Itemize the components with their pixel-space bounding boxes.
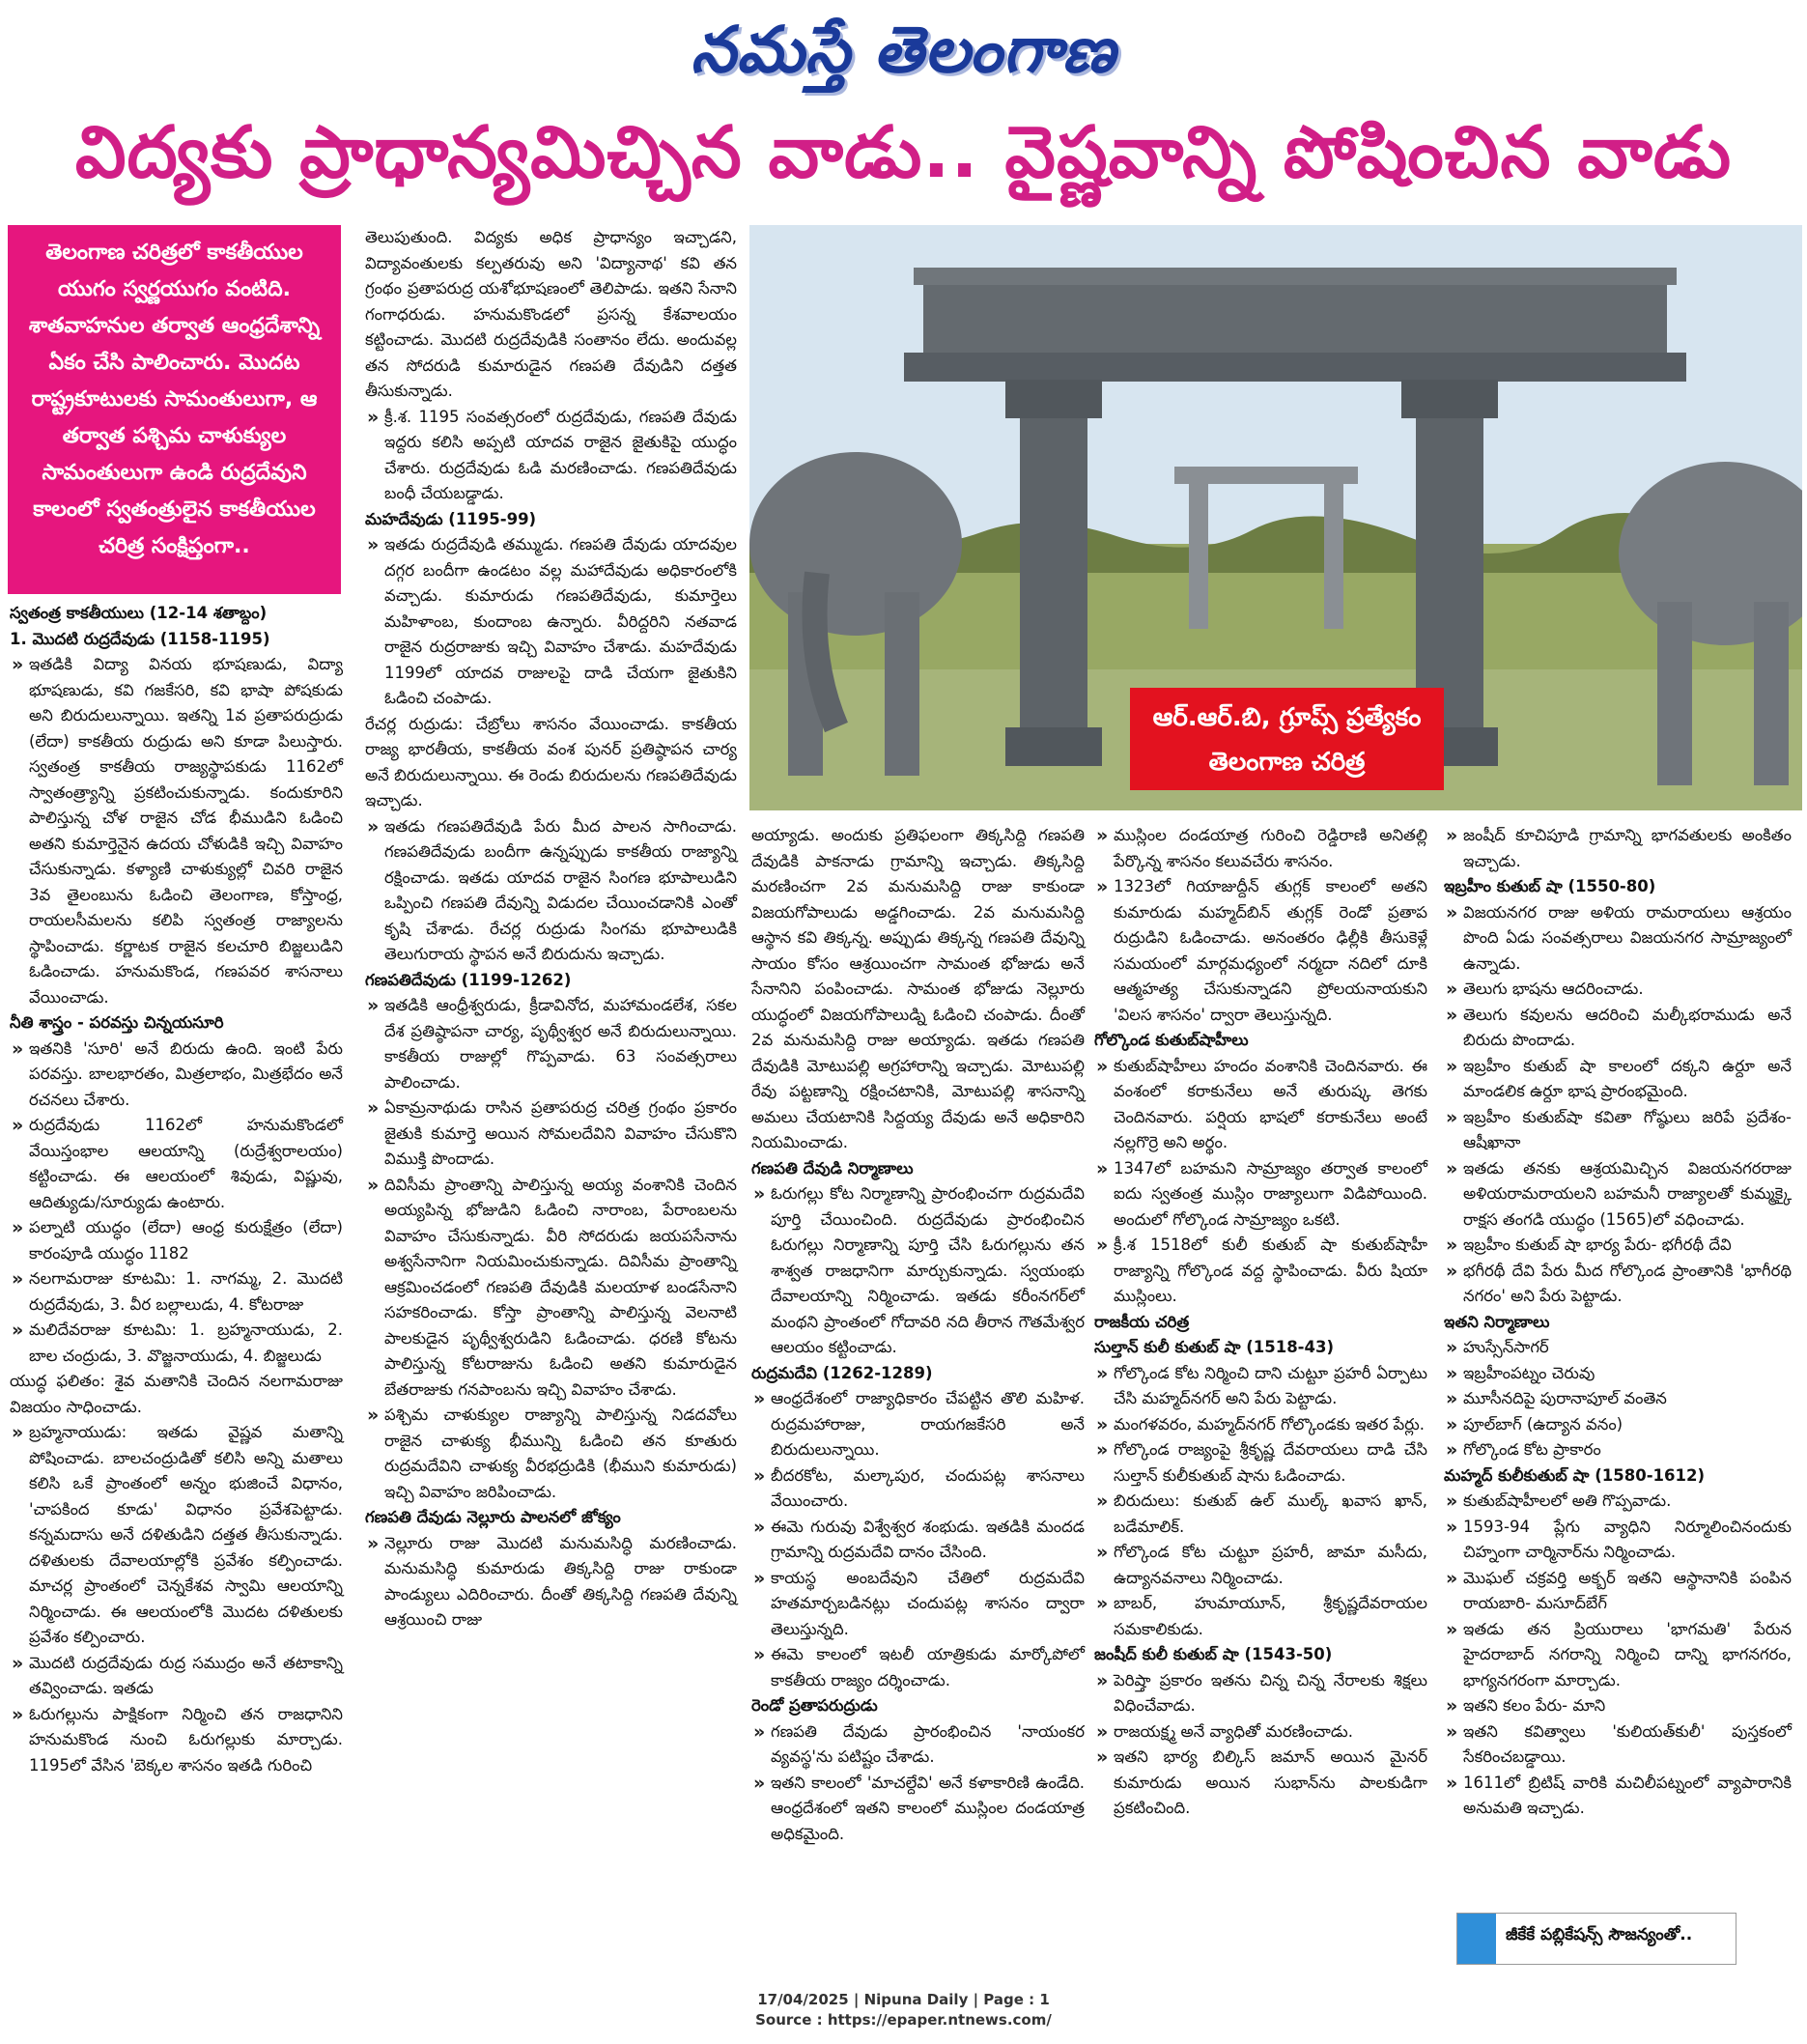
bullet-paragraph: » క్రీ.శ. 1195 సంవత్సరంలో రుద్రదేవుడు, గణపతి దేవుడు ఇద్దరు కలిసి అప్పటి యాదవ రాజైన జైతుకిపై యుద్ధం చేశారు. రుద్రదేవుడు ఓడి మరణించాడు. గణపతిదేవుడు బంధీ చేయబడ్డాడు. xyxy=(365,405,737,507)
bullet-paragraph: » ఇతనికి 'సూరి' అనే బిరుదు ఉంది. ఇంటి పేరు పరవస్తు. బాలభారతం, మిత్రలాభం, మిత్రభేదం అనే రచనలు చేశారు. xyxy=(10,1036,343,1114)
bullet-paragraph: » ఇతని కవిత్వాలు 'కులియత్‌కులీ' పుస్తకంలో సేకరించబడ్డాయి. xyxy=(1444,1719,1792,1771)
masthead-logo: నమస్తే తెలంగాణ xyxy=(691,12,1116,87)
bullet-paragraph: » మొఘల్ చక్రవర్తి అక్బర్ ఇతని ఆస్థానానికి పంపిన రాయబారి- మసూద్‌బేగ్ xyxy=(1444,1566,1792,1617)
bullet-paragraph: » భగీరథీ దేవి పేరు మీద గోల్కొండ ప్రాంతానికి 'భాగీరథి నగరం' అని పేరు పెట్టాడు. xyxy=(1444,1259,1792,1310)
section-heading: మహ్మద్ కులీకుతుబ్ షా (1580-1612) xyxy=(1444,1465,1706,1485)
footer-date-line: 17/04/2025 | Nipuna Daily | Page : 1 xyxy=(757,1991,1050,2008)
bullet-paragraph: » ఏకామ్రనాథుడు రాసిన ప్రతాపరుద్ర చరిత్ర గ్రంథం ప్రకారం జైతుకి కుమార్తె అయిన సోమలదేవిని వివాహం చేసుకొని విముక్తి పొందాడు. xyxy=(365,1095,737,1173)
bullet-paragraph: » 1347లో బహమని సామ్రాజ్యం తర్వాత కాలంలో ఐదు స్వతంత్ర ముస్లిం రాజ్యాలుగా విడిపోయింది. అందులో గోల్కొండ సామ్రాజ్యం ఒకటి. xyxy=(1094,1156,1427,1234)
bullet-paragraph: » ఇబ్రహీంపట్నం చెరువు xyxy=(1444,1361,1792,1387)
section-heading: నీతి శాస్త్రం - పరవస్తు చిన్నయసూరి xyxy=(10,1013,224,1032)
bullet-paragraph: » మంగళవరం, మహ్మద్‌నగర్ గోల్కొండకు ఇతర పేర్లు. xyxy=(1094,1412,1427,1438)
article-column-5 xyxy=(1444,823,1792,1822)
paragraph: రేచర్ల రుద్రుడు: చేబ్రోలు శాసనం వేయించాడు. కాకతీయ రాజ్య భారతీయ, కాకతీయ వంశ పునర్ ప్రతిష్ఠాపన చార్య అనే బిరుదులున్నాయి. ఈ రెండు బిరుదులను గణపతిదేవుడు ఇచ్చాడు. xyxy=(365,714,737,809)
bullet-paragraph: » ఇబ్రహీం కుతుబ్ షా కాలంలో దక్కని ఉర్దూ అనే మాండలిక ఉర్దూ భాష ప్రారంభమైంది. xyxy=(1444,1054,1792,1105)
bullet-paragraph: » బాబర్, హుమాయూన్, శ్రీకృష్ణదేవరాయల సమకాలికుడు. xyxy=(1094,1591,1427,1642)
bullet-paragraph: » ఆంధ్రదేశంలో రాజ్యాధికారం చేపట్టిన తొలి మహిళ. రుద్రమహారాజు, రాయగజకేసరి అనే బిరుదులున్నాయి. xyxy=(751,1386,1085,1463)
credit-text: జీకేకే పబ్లికేషన్స్ సౌజన్యంతో.. xyxy=(1506,1925,1693,1945)
bullet-paragraph: » ఇతడు తన ప్రియురాలు 'భాగమతి' పేరున హైదరాబాద్ నగరాన్ని నిర్మించి దాన్ని భాగనగరం, భాగ్యనగరంగా మార్చాడు. xyxy=(1444,1617,1792,1694)
bullet-paragraph: » ఇతడికి విద్యా వినయ భూషణుడు, విద్యా భూషణుడు, కవి గజకేసరి, కవి భాషా పోషకుడు అని బిరుదులున్నాయి. ఇతన్ని 1వ ప్రతాపరుద్రుడు (లేదా) కాకతీయ రుద్రుడు అని కూడా పిలుస్తారు. స్వతంత్ర కాకతీయ రాజ్యస్థాపకుడు 1162లో స్వాతంత్ర్యాన్ని ప్రకటించుకున్నాడు. కందుకూరిని పాలిస్తున్న చోళ రాజైన చోడ భీముడిని ఓడించి అతని కుమార్తెనైన ఉదయ చోళుడికి ఇచ్చి వివాహం చేసుకున్నాడు. కళ్యాణి చాళుక్యుల్లో చివరి రాజైన 3వ తైలంబును ఓడించి తెలంగాణ, కోస్తాంధ్ర, రాయలసీమలను కలిపి స్వతంత్ర రాజ్యాలను స్థాపించాడు. కర్ణాటక రాజైన కలచూరి బిజ్జలుడిని ఓడించాడు. హనుమకొండ, గణపవర శాసనాలు వేయించాడు. xyxy=(10,652,343,1010)
bullet-paragraph: » ఇతని కాలంలో 'మాచల్దేవి' అనే కళాకారిణి ఉండేది. ఆంధ్రదేశంలో ఇతని కాలంలో ముస్లింల దండయాత్ర అధికమైంది. xyxy=(751,1771,1085,1848)
section-heading: గణపతి దేవుడు నెల్లూరు పాలనలో జోక్యం xyxy=(365,1508,621,1526)
bullet-paragraph: » బిరుదులు: కుతుబ్ ఉల్ ముల్క్ ఖవాస ఖాన్, బడేమాలిక్. xyxy=(1094,1489,1427,1540)
article-column-1 xyxy=(10,601,343,1778)
bullet-paragraph: » కుతుబ్‌షాహీలు హందం వంశానికి చెందినవారు. ఈ వంశంలో కరాకునేలు అనే తురుష్క తెగకు చెందినవారు. పర్షియ భాషలో కరాకునేలు అంటే నల్లగొర్రె అని అర్థం. xyxy=(1094,1054,1427,1156)
bullet-paragraph: » గోల్కొండ కోట చుట్టూ ప్రహరీ, జామా మసీదు, ఉద్యానవనాలు నిర్మించాడు. xyxy=(1094,1540,1427,1591)
footer-source-line: Source : https://epaper.ntnews.com/ xyxy=(755,2011,1052,2029)
bullet-paragraph: » ఈమె కాలంలో ఇటలీ యాత్రికుడు మార్కోపోలో కాకతీయ రాజ్యం దర్శించాడు. xyxy=(751,1642,1085,1693)
section-heading: గణపతి దేవుడి నిర్మాణాలు xyxy=(751,1158,914,1178)
bullet-paragraph: » ఇబ్రహీం కుతుబ్‌షా కవితా గోష్ఠులు జరిపే ప్రదేశం- ఆషీఖానా xyxy=(1444,1105,1792,1156)
photo-caption xyxy=(1130,688,1444,790)
photo-caption-line1: ఆర్.ఆర్.బి, గ్రూప్స్ ప్రత్యేకం xyxy=(1152,703,1422,732)
bullet-paragraph: » మలిదేవరాజు కూటమి: 1. బ్రహ్మనాయుడు, 2. బాల చంద్రుడు, 3. వొజ్జనాయుడు, 4. బిజ్జలుడు xyxy=(10,1318,343,1369)
intro-box: తెలంగాణ చరిత్రలో కాకతీయుల యుగం స్వర్ణయుగం వంటిది. శాతవాహనుల తర్వాత ఆంధ్రదేశాన్ని ఏకం చేసి పాలించారు. మొదట రాష్ట్రకూటులకు సామంతులుగా, ఆ తర్వాత పశ్చిమ చాళుక్యుల సామంతులుగా ఉండి రుద్రదేవుని కాలంలో స్వతంత్రులైన కాకతీయుల చరిత్ర సంక్షిప్తంగా.. xyxy=(8,225,341,594)
article-headline: విద్యకు ప్రాధాన్యమిచ్చిన వాడు.. వైష్ణవాన్ని పోషించిన వాడు xyxy=(74,111,1733,194)
bullet-paragraph: » ఇతని భార్య బిల్కిస్ జమాన్ అయిన మైనర్ కుమారుడు అయిన సుభాన్‌ను పాలకుడిగా ప్రకటించింది. xyxy=(1094,1745,1427,1822)
bullet-paragraph: » ఇతడు తనకు ఆశ్రయమిచ్చిన విజయనగరరాజు అళియరామరాయలని బహమనీ రాజ్యాలతో కుమ్మక్కై రాక్షస తంగడి యుద్ధం (1565)లో వధించాడు. xyxy=(1444,1156,1792,1234)
bullet-paragraph: » ముస్లింల దండయాత్ర గురించి రెడ్డిరాణి అనితల్లి పేర్కొన్న శాసనం కలువచేరు శాసనం. xyxy=(1094,823,1427,874)
bullet-paragraph: » మూసీనదిపై పురానాపూల్ వంతెన xyxy=(1444,1386,1792,1412)
bullet-paragraph: » 1611లో బ్రిటిష్ వారికి మచిలీపట్నంలో వ్యాపారానికి అనుమతి ఇచ్చాడు. xyxy=(1444,1771,1792,1822)
section-heading: స్వతంత్ర కాకతీయులు (12-14 శతాబ్దం) xyxy=(10,604,268,622)
section-heading: జంషీద్ కులీ కుతుబ్ షా (1543-50) xyxy=(1094,1645,1333,1663)
bullet-paragraph: » నలగామరాజు కూటమి: 1. నాగమ్మ, 2. మొదటి రుద్రదేవుడు, 3. వీర బల్లాలుడు, 4. కోటరాజు xyxy=(10,1266,343,1318)
bullet-paragraph: » మొదటి రుద్రదేవుడు రుద్ర సముద్రం అనే తటాకాన్ని తవ్వించాడు. ఇతడు xyxy=(10,1651,343,1702)
article-column-2 xyxy=(365,225,737,1633)
bullet-paragraph: » రుద్రదేవుడు 1162లో హనుమకొండలో వేయిస్తంభాల ఆలయాన్ని (రుద్రేశ్వరాలయం) కట్టించాడు. ఈ ఆలయంలో శివుడు, విష్ణువు, ఆదిత్యుడు/సూర్యుడు ఉంటారు. xyxy=(10,1113,343,1215)
section-heading: రెండో ప్రతాపరుద్రుడు xyxy=(751,1696,878,1715)
section-heading: ఇతని నిర్మాణాలు xyxy=(1444,1312,1550,1331)
bullet-paragraph: » తెలుగు భాషను ఆదరించాడు. xyxy=(1444,977,1792,1003)
bullet-paragraph: » బీదరకోట, మల్కాపుర, చందుపట్ల శాసనాలు వేయించారు. xyxy=(751,1463,1085,1515)
bullet-paragraph: » పూల్‌బాగ్ (ఉద్యాన వనం) xyxy=(1444,1412,1792,1438)
bullet-paragraph: » పెరిష్తా ప్రకారం ఇతను చిన్న చిన్న నేరాలకు శిక్షలు విధించేవాడు. xyxy=(1094,1668,1427,1719)
paragraph: తెలుపుతుంది. విద్యకు అధిక ప్రాధాన్యం ఇచ్చాడని, విద్యావంతులకు కల్పతరువు అని 'విద్యానాథ' కవి తన గ్రంథం ప్రతాపరుద్ర యశోభూషణంలో తెలిపాడు. ఇతని సేనాని గంగాధరుడు. హనుమకొండలో ప్రసన్న కేశవాలయం కట్టించాడు. మొదటి రుద్రదేవుడికి సంతానం లేదు. అందువల్ల తన సోదరుడి కుమారుడైన గణపతి దేవుడిని దత్తత తీసుకున్నాడు. xyxy=(365,228,737,400)
credit-accent xyxy=(1457,1914,1496,1964)
bullet-paragraph: » గోల్కొండ రాజ్యంపై శ్రీకృష్ణ దేవరాయలు దాడి చేసి సుల్తాన్ కులీకుతుబ్ షాను ఓడించాడు. xyxy=(1094,1437,1427,1489)
masthead xyxy=(0,12,1807,103)
section-heading: మహదేవుడు (1195-99) xyxy=(365,509,537,528)
bullet-paragraph: » కుతుబ్‌షాహీలలో అతి గొప్పవాడు. xyxy=(1444,1489,1792,1515)
page-footer xyxy=(0,1990,1807,2030)
bullet-paragraph: » పశ్చిమ చాళుక్యుల రాజ్యాన్ని పాలిస్తున్న నిడదవోలు రాజైన చాళుక్య భీమున్ని ఓడించి తన కూతురు రుద్రమదేవిని చాళుక్య వీరభద్రుడికి (భీముని కుమారుడు) ఇచ్చి వివాహం జరిపించాడు. xyxy=(365,1403,737,1505)
bullet-paragraph: » జంషీద్ కూచిపూడి గ్రామాన్ని భాగవతులకు అంకితం ఇచ్చాడు. xyxy=(1444,823,1792,874)
section-heading: రాజకీయ చరిత్ర xyxy=(1094,1312,1190,1331)
bullet-paragraph: » 1593-94 ప్లేగు వ్యాధిని నిర్మూలించినందుకు చిహ్నంగా చార్మినార్‌ను నిర్మించాడు. xyxy=(1444,1515,1792,1566)
bullet-paragraph: » తెలుగు కవులను ఆదరించి మల్కీభరాముడు అనే బిరుదు పొందాడు. xyxy=(1444,1003,1792,1054)
bullet-paragraph: » హుస్సేన్‌సాగర్ xyxy=(1444,1335,1792,1361)
section-heading: గోల్కొండ కుతుబ్‌షాహీలు xyxy=(1094,1031,1249,1049)
article-column-3 xyxy=(751,823,1085,1847)
bullet-paragraph: » నెల్లూరు రాజు మొదటి మనుమసిద్ధి మరణించాడు. మనుమసిద్ధి కుమారుడు తిక్కసిద్ది రాజు రాకుండా పాండ్యులు ఎదిరించారు. దీంతో తిక్కసిద్ది గణపతి దేవున్ని ఆశ్రయించి రాజు xyxy=(365,1531,737,1633)
bullet-paragraph: » దివిసీమ ప్రాంతాన్ని పాలిస్తున్న అయ్య వంశానికి చెందిన అయ్యపిన్న భోజుడిని ఓడించి నారాంబ, పేరాంబలను వివాహం చేసుకున్నాడు. వీరి సోదరుడు జయపసేనాను అశ్వసేనానిగా నియమించుకున్నాడు. దివిసీమ ప్రాంతాన్ని ఆక్రమించడంలో గణపతి దేవుడికి మలయాళ బండసేనాని సహకరించాడు. కోస్తా ప్రాంతాన్ని పాలిస్తున్న వెలనాటి పాలకుడైన పృథ్వీశ్వరుడిని ఓడించాడు. ధరణి కోటను పాలిస్తున్న కోటరాజును ఓడించి అతని కుమారుడైన బేతరాజుకు గనపాంబను ఇచ్చి వివాహం చేశాడు. xyxy=(365,1173,737,1404)
bullet-paragraph: » గోల్కొండ కోట నిర్మించి దాని చుట్టూ ప్రహరీ ఏర్పాటు చేసి మహ్మద్‌నగర్ అని పేరు పెట్టాడు. xyxy=(1094,1361,1427,1412)
bullet-paragraph: » ఇతడు రుద్రదేవుడి తమ్ముడు. గణపతి దేవుడు యాదవుల దగ్గర బందీగా ఉండటం వల్ల మహాదేవుడు అధికారంలోకి వచ్చాడు. కుమారుడు గణపతిదేవుడు, కుమార్తెలు మహిళాంబ, కుందాంబ ఉన్నారు. వీరిద్దరిని నతవాడ రాజైన రుద్రరాజుకు ఇచ్చి వివాహం చేశాడు. మహదేవుడు 1199లో యాదవ రాజులపై దాడి చేయగా జైతుకిని ఓడించి చంపాడు. xyxy=(365,532,737,712)
section-heading: ఇబ్రహీం కుతుబ్ షా (1550-80) xyxy=(1444,877,1656,895)
section-heading: గణపతిదేవుడు (1199-1262) xyxy=(365,970,572,989)
paragraph: అయ్యాడు. అందుకు ప్రతిఫలంగా తిక్కసిద్ది గణపతి దేవుడికి పాకనాడు గ్రామాన్ని ఇచ్చాడు. తిక్కసిద్ది మరణించగా 2వ మనుమసిద్ది రాజు కాకుండా విజయగోపాలుడు అడ్డగించాడు. 2వ మనుమసిద్ది ఆస్థాన కవి తిక్కన్న. అప్పుడు తిక్కన్న గణపతి దేవున్ని సాయం కోసం ఆశ్రయించగా సామంత భోజుడు అనే సేనానిని పంపించాడు. సామంత భోజుడు నెల్లూరు యుద్ధంలో విజయగోపాలుడ్ని ఓడించి చంపాడు. దీంతో 2వ మనుమసిద్ది రాజు అయ్యాడు. ఇతడు గణపతి దేవుడికి మోటుపల్లి అగ్రహారాన్ని ఇచ్చాడు. మోటుపల్లి రేవు పట్టణాన్ని రక్షించటానికి, మోటుపల్లి శాసనాన్ని అమలు చేయటానికి సిద్దయ్య దేవుడు అనే అధికారిని నియమించాడు. xyxy=(751,826,1085,1151)
bullet-paragraph: » 1323లో గియాజుద్దీన్ తుగ్లక్ కాలంలో అతని కుమారుడు మహ్మద్‌బిన్ తుగ్లక్ రెండో ప్రతాప రుద్రుడిని ఓడించాడు. అనంతరం ఢిల్లీకి తీసుకెళ్లే సమయంలో మార్గమధ్యంలో నర్మదా నదిలో దూకి ఆత్మహత్య చేసుకున్నాడని ప్రోలయనాయకుని 'విలస శాసనం' ద్వారా తెలుస్తున్నది. xyxy=(1094,874,1427,1028)
bullet-paragraph: » ఇతని కలం పేరు- మాని xyxy=(1444,1693,1792,1719)
bullet-paragraph: » గోల్కొండ కోట ప్రాకారం xyxy=(1444,1437,1792,1463)
bullet-paragraph: » బ్రహ్మనాయుడు: ఇతడు వైష్ణవ మతాన్ని పోషించాడు. బాలచంద్రుడితో కలిసి అన్ని మతాలు కలిసి ఒకే ప్రాంతంలో అన్నం భుజించే విధానం, 'చాపకింద కూడు' విధానం ప్రవేశపెట్టాడు. కన్నమదాసు అనే దళితుడిని దత్తత తీసుకున్నాడు. దళితులకు దేవాలయాల్లోకి ప్రవేశం కల్పించాడు. మాచర్ల ప్రాంతంలో చెన్నకేశవ స్వామి ఆలయాన్ని నిర్మించాడు. ఈ ఆలయంలోకి మొదట దళితులకు ప్రవేశం కల్పించారు. xyxy=(10,1420,343,1651)
bullet-paragraph: » ఇతడికి ఆంధ్రీశ్వరుడు, క్రీడావినోద, మహామండలేశ, సకల దేశ ప్రతిష్ఠాపనా చార్య, పృథ్వీశ్వర అనే బిరుదులున్నాయి. కాకతీయ రాజుల్లో గొప్పవాడు. 63 సంవత్సరాలు పాలించాడు. xyxy=(365,993,737,1095)
photo-caption-line2: తెలంగాణ చరిత్ర xyxy=(1208,748,1366,777)
bullet-paragraph: » గణపతి దేవుడు ప్రారంభించిన 'నాయంకర వ్యవస్థ'ను పటిష్టం చేశాడు. xyxy=(751,1719,1085,1771)
section-heading: 1. మొదటి రుద్రదేవుడు (1158-1195) xyxy=(10,629,270,648)
section-heading: సుల్తాన్ కులీ కుతుబ్ షా (1518-43) xyxy=(1094,1338,1335,1356)
bullet-paragraph: » క్రీ.శ 1518లో కులీ కుతుబ్ షా కుతుబ్‌షాహీ రాజ్యాన్ని గోల్కొండ వద్ద స్థాపించాడు. వీరు షియా ముస్లింలు. xyxy=(1094,1233,1427,1310)
article-column-4 xyxy=(1094,823,1427,1822)
bullet-paragraph: » ఓరుగల్లును పాక్షికంగా నిర్మించి తన రాజధానిని హనుమకొండ నుంచి ఓరుగల్లుకు మార్చాడు. 1195లో వేసిన 'బెక్కల శాసనం ఇతడి గురించి xyxy=(10,1702,343,1779)
section-heading: రుద్రమదేవి (1262-1289) xyxy=(751,1363,933,1382)
bullet-paragraph: » ఈమె గురువు విశ్వేశ్వర శంభుడు. ఇతడికి మందడ గ్రామాన్ని రుద్రమదేవి దానం చేసింది. xyxy=(751,1515,1085,1566)
bullet-paragraph: » పల్నాటి యుద్ధం (లేదా) ఆంధ్ర కురుక్షేత్రం (లేదా) కారంపూడి యుద్ధం 1182 xyxy=(10,1215,343,1266)
bullet-paragraph: » కాయస్థ అంబదేవుని చేతిలో రుద్రమదేవి హతమార్చబడినట్లు చందుపట్ల శాసనం ద్వారా తెలుస్తున్నది. xyxy=(751,1566,1085,1643)
bullet-paragraph: » ఓరుగల్లు కోట నిర్మాణాన్ని ప్రారంభించగా రుద్రమదేవి పూర్తి చేయించింది. రుద్రదేవుడు ప్రారంభించిన ఓరుగల్లు నిర్మాణాన్ని పూర్తి చేసి ఓరుగల్లును తన శాశ్వత రాజధానిగా మార్చుకున్నాడు. స్వయంభు దేవాలయాన్ని నిర్మించాడు. ఇతడు కరీంనగర్‌లో మంథని ప్రాంతంలో గోదావరి నది తీరాన గౌతమేశ్వర ఆలయం కట్టించాడు. xyxy=(751,1181,1085,1361)
bullet-paragraph: » రాజయక్ష్మ అనే వ్యాధితో మరణించాడు. xyxy=(1094,1719,1427,1746)
bullet-paragraph: » విజయనగర రాజు అళియ రామరాయలు ఆశ్రయం పొంది ఏడు సంవత్సరాలు విజయనగర సామ్రాజ్యంలో ఉన్నాడు. xyxy=(1444,900,1792,978)
paragraph: యుద్ధ ఫలితం: శైవ మతానికి చెందిన నలగామరాజు విజయం సాధించాడు. xyxy=(10,1372,343,1416)
bullet-paragraph: » ఇతడు గణపతిదేవుడి పేరు మీద పాలన సాగించాడు. గణపతిదేవుడు బందీగా ఉన్నప్పుడు కాకతీయ రాజ్యాన్ని రక్షించాడు. ఇతడు యాదవ రాజైన సింగణ భూపాలుడిని ఒప్పించి గణపతి దేవున్ని విడుదల చేయించడానికి ఎంతో కృషి చేశాడు. రేచర్ల రుద్రుడు సింగమ భూపాలుడికి తెలుగురాయ స్థాపన అనే బిరుదును ఇచ్చాడు. xyxy=(365,814,737,968)
bullet-paragraph: » ఇబ్రహీం కుతుబ్ షా భార్య పేరు- భగీరథీ దేవి xyxy=(1444,1233,1792,1259)
credit-box xyxy=(1456,1913,1736,1965)
